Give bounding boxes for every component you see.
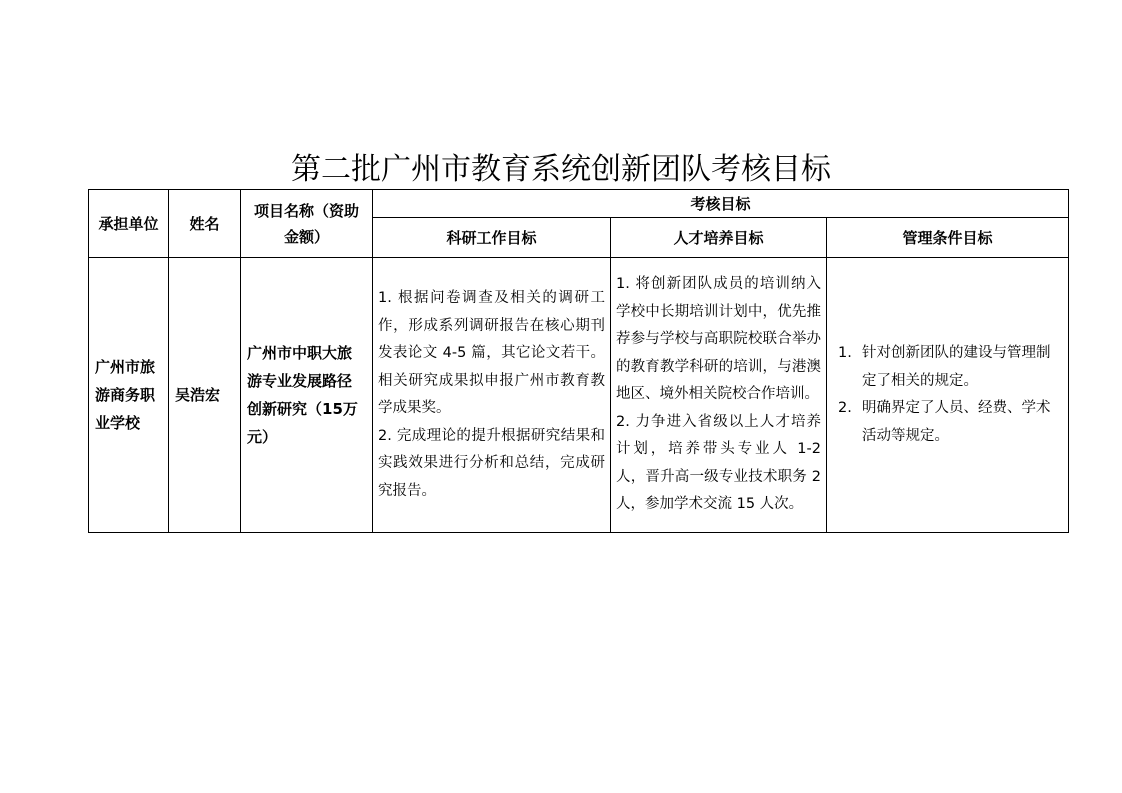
cell-management xyxy=(827,258,1069,533)
document-title: 第二批广州市教育系统创新团队考核目标 xyxy=(291,152,831,187)
assessment-table xyxy=(88,189,1069,533)
header-research: 科研工作目标 xyxy=(373,218,611,258)
header-project: 项目名称（资助金额） xyxy=(241,190,373,258)
header-unit: 承担单位 xyxy=(89,190,169,258)
management-item: 明确界定了人员、经费、学术活动等规定。 xyxy=(862,400,1051,444)
talent-item: 2. 力争进入省级以上人才培养计划，培养带头专业人 1-2 人，晋升高一级专业技术职务 2 人，参加学术交流 15 人次。 xyxy=(616,413,821,513)
management-list xyxy=(832,340,1063,450)
header-talent: 人才培养目标 xyxy=(611,218,827,258)
cell-research xyxy=(373,258,611,533)
research-item: 1. 根据问卷调查及相关的调研工作，形成系列调研报告在核心期刊发表论文 4-5 篇，其它论文若干。相关研究成果拟申报广州市教育教学成果奖。 xyxy=(378,290,605,416)
cell-project: 广州市中职大旅游专业发展路径创新研究（15万元） xyxy=(241,258,373,533)
talent-item: 1. 将创新团队成员的培训纳入学校中长期培训计划中，优先推荐参与学校与高职院校联合举办的教育教学科研的培训，与港澳地区、境外相关院校合作培训。 xyxy=(616,276,821,403)
header-name: 姓名 xyxy=(169,190,241,258)
research-item: 2. 完成理论的提升根据研究结果和实践效果进行分析和总结，完成研究报告。 xyxy=(378,427,605,499)
table-row xyxy=(89,258,1069,533)
header-management: 管理条件目标 xyxy=(827,218,1069,258)
header-row-top xyxy=(89,190,1069,218)
cell-talent xyxy=(611,258,827,533)
header-assessment: 考核目标 xyxy=(373,190,1069,218)
cell-unit: 广州市旅游商务职业学校 xyxy=(89,258,169,533)
management-item: 针对创新团队的建设与管理制定了相关的规定。 xyxy=(862,345,1051,389)
cell-name: 吴浩宏 xyxy=(169,258,241,533)
